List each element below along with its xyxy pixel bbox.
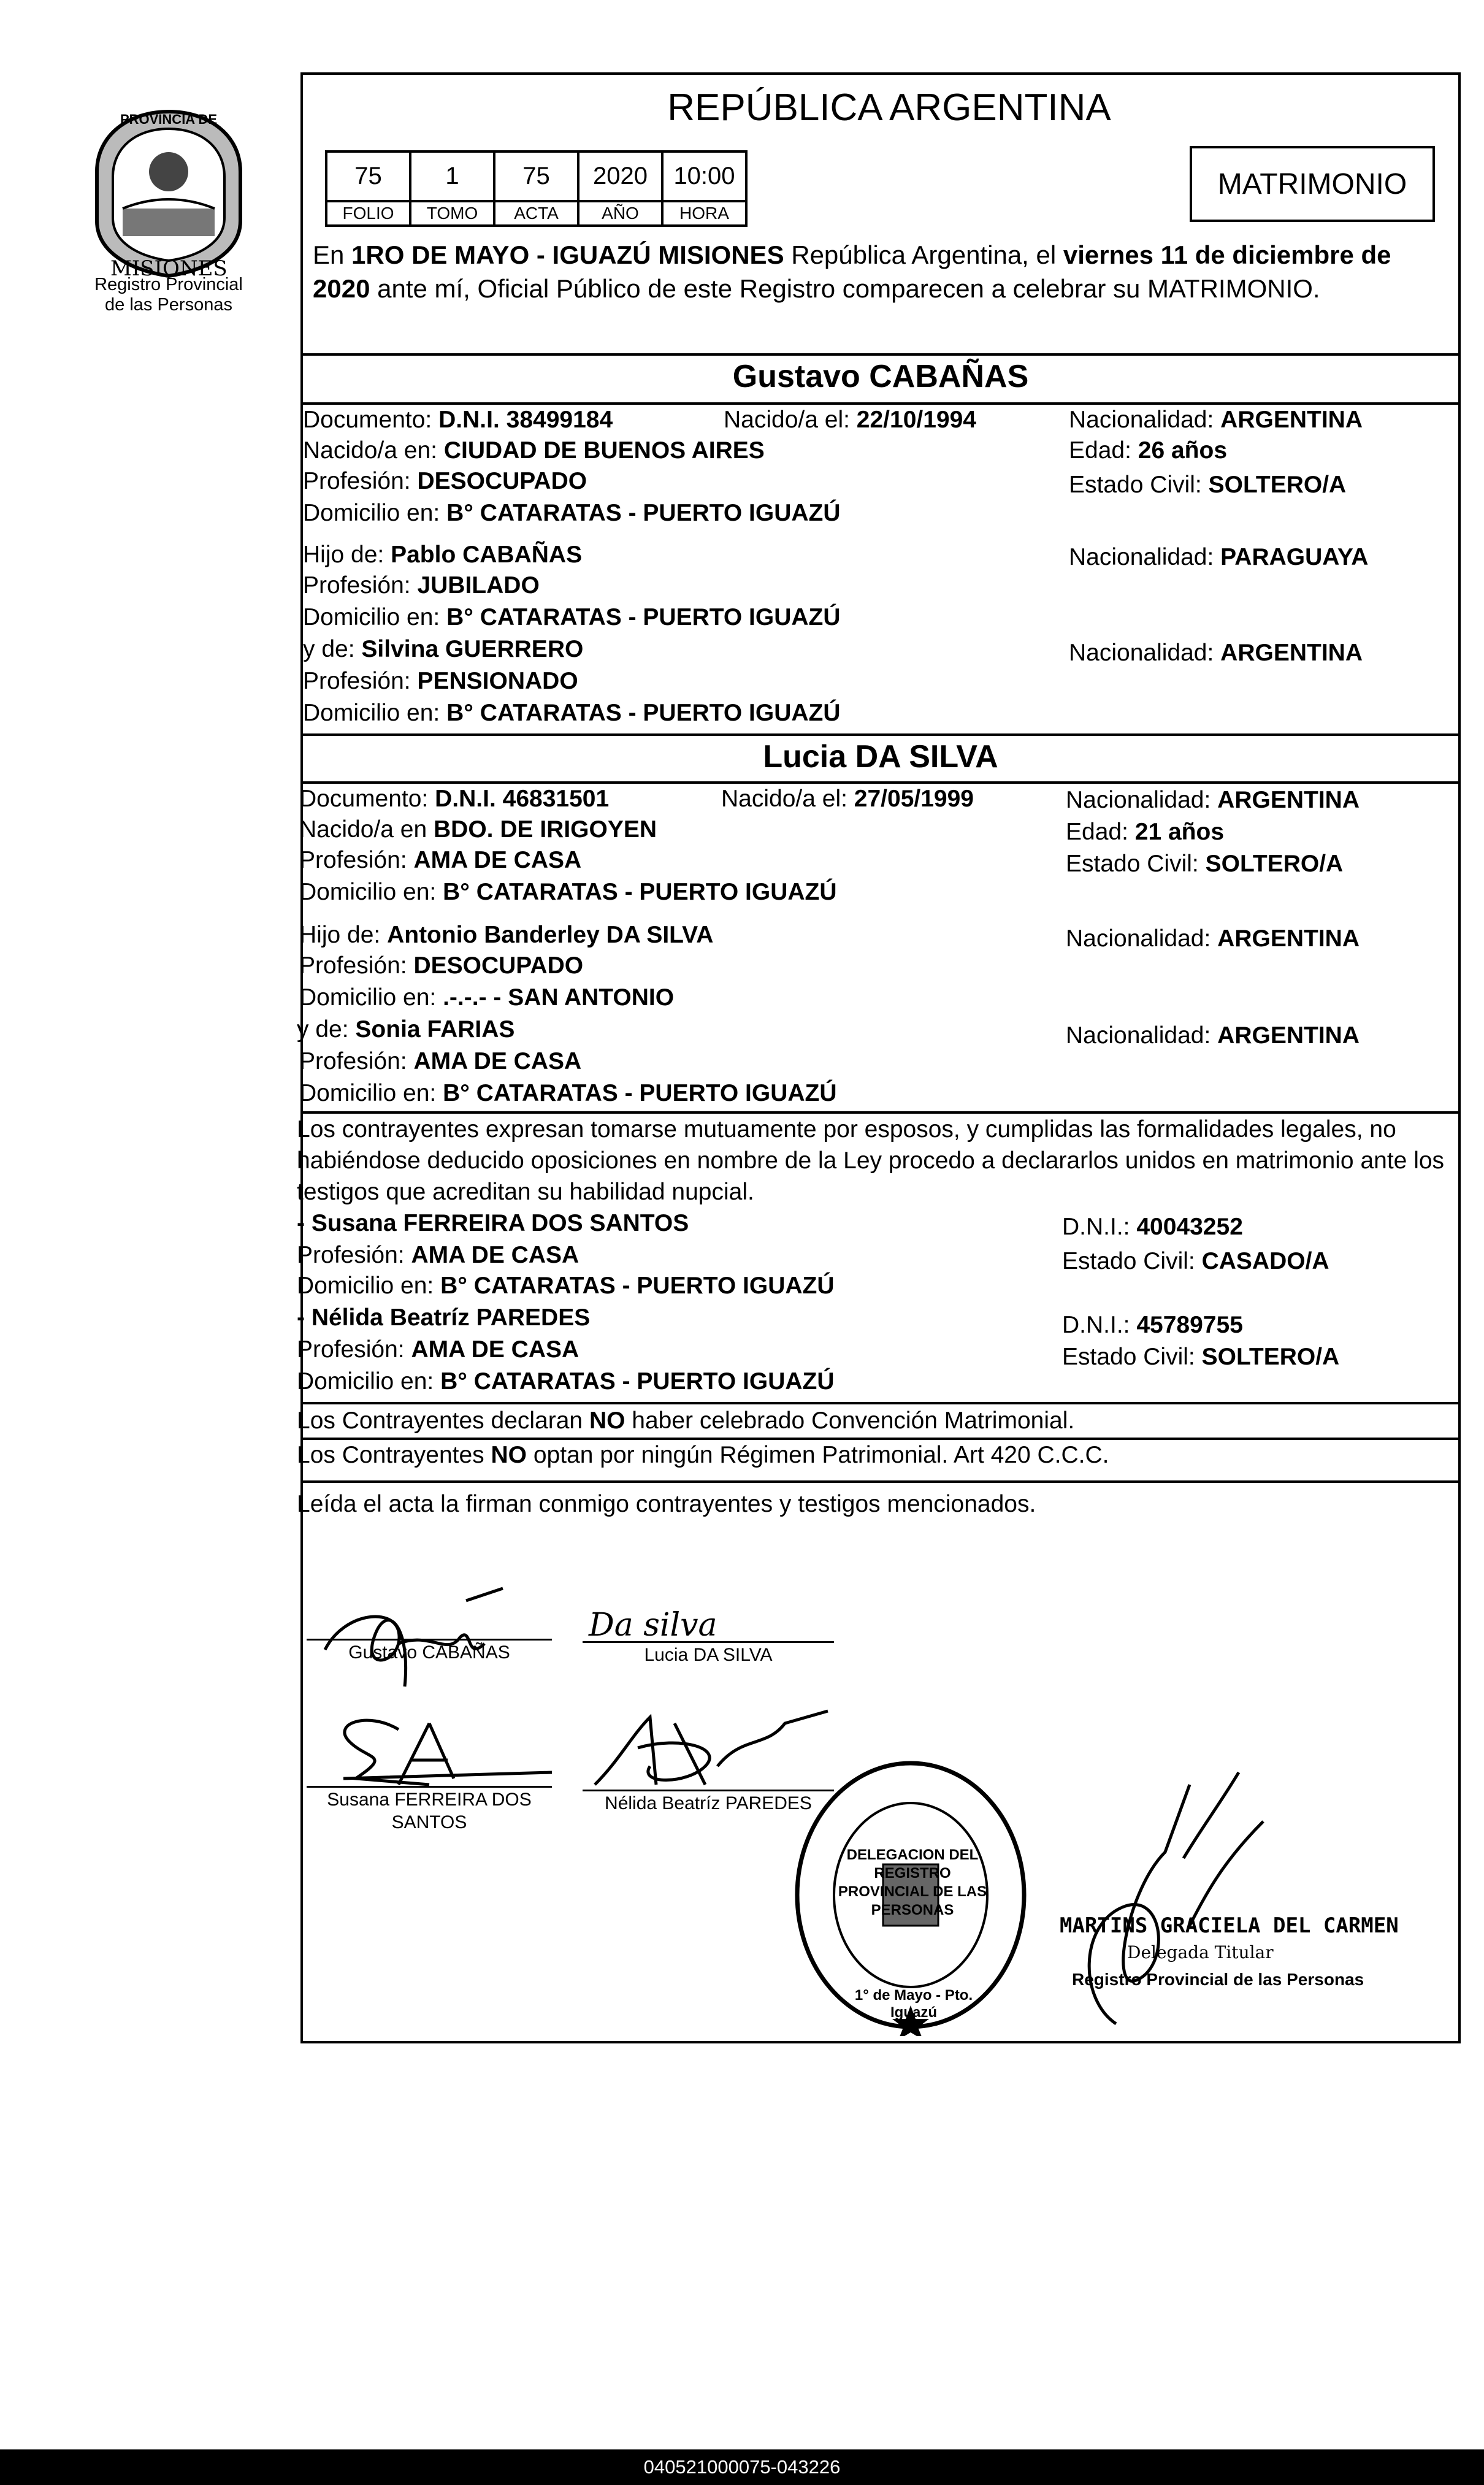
intro-year: 2020 — [313, 274, 370, 303]
bride-name: Lucia DA SILVA — [763, 739, 998, 775]
official-name: MARTINS GRACIELA DEL CARMEN — [1060, 1913, 1399, 1938]
bride-birth-date: Nacido/a el: 27/05/1999 — [721, 786, 974, 812]
groom-name: Gustavo CABAÑAS — [732, 359, 1029, 394]
tomo-label: TOMO — [410, 201, 494, 226]
bride-age: Edad: 21 años — [1066, 819, 1225, 845]
year-value: 2020 — [578, 151, 662, 201]
logo-caption-line2: de las Personas — [105, 295, 232, 315]
bride-mother-address: Domicilio en: B° CATARATAS - PUERTO IGUAZÚ — [299, 1080, 837, 1106]
groom-profession: Profesión: DESOCUPADO — [303, 468, 587, 494]
witness1-name: - Susana FERREIRA DOS SANTOS — [297, 1210, 689, 1236]
divider — [300, 353, 1461, 356]
divider — [300, 1438, 1461, 1440]
bride-civil-status: Estado Civil: SOLTERO/A — [1066, 851, 1344, 877]
groom-mother-address: Domicilio en: B° CATARATAS - PUERTO IGUAZÚ — [303, 700, 841, 726]
bride-document: Documento: D.N.I. 46831501 — [299, 786, 610, 812]
groom-mother-profession: Profesión: PENSIONADO — [303, 668, 578, 694]
witness1-dni: D.N.I.: 40043252 — [1062, 1214, 1243, 1240]
seal-text: DELEGACION DEL REGISTRO PROVINCIAL DE LAS PERSONAS — [838, 1847, 987, 1918]
groom-signature-label: Gustavo CABAÑAS — [348, 1642, 510, 1663]
groom-birth-date: Nacido/a el: 22/10/1994 — [724, 407, 976, 433]
witness1-signature-label: Susana FERREIRA DOS SANTOS — [327, 1790, 532, 1832]
divider — [300, 1480, 1461, 1483]
groom-nationality: Nacionalidad: ARGENTINA — [1069, 407, 1363, 433]
bride-mother-profession: Profesión: AMA DE CASA — [299, 1048, 582, 1074]
registry-table — [325, 150, 748, 227]
folio-label: FOLIO — [326, 201, 410, 226]
document-footer-code: 040521000075-043226 — [0, 2449, 1484, 2485]
intro-date: viernes 11 de diciembre de — [1063, 240, 1391, 269]
groom-civil-status: Estado Civil: SOLTERO/A — [1069, 472, 1347, 498]
groom-document: Documento: D.N.I. 38499184 — [303, 407, 613, 433]
convention-statement: Los Contrayentes declaran NO haber celebrado Convención Matrimonial. — [297, 1407, 1075, 1434]
logo-caption-line1: Registro Provincial — [94, 275, 243, 294]
groom-age: Edad: 26 años — [1069, 437, 1228, 464]
bride-mother-name: y de: Sonia FARIAS — [297, 1016, 515, 1043]
intro-place: 1RO DE MAYO - IGUAZÚ MISIONES — [351, 240, 784, 269]
logo-badge-top: PROVINCIA DE — [120, 112, 218, 127]
bride-signature: Da silva — [589, 1607, 717, 1644]
logo-caption — [67, 275, 270, 315]
groom-mother-name: y de: Silvina GUERRERO — [303, 636, 584, 662]
groom-father-nationality: Nacionalidad: PARAGUAYA — [1069, 544, 1369, 570]
bride-signature-label: Lucia DA SILVA — [644, 1645, 773, 1665]
regime-statement: Los Contrayentes NO optan por ningún Régimen Patrimonial. Art 420 C.C.C. — [297, 1442, 1109, 1468]
witness1-address: Domicilio en: B° CATARATAS - PUERTO IGUAZÚ — [297, 1273, 835, 1299]
witness2-address: Domicilio en: B° CATARATAS - PUERTO IGUAZÚ — [297, 1368, 835, 1395]
divider — [300, 781, 1461, 784]
bride-birthplace: Nacido/a en BDO. DE IRIGOYEN — [299, 816, 657, 843]
witness1-profession: Profesión: AMA DE CASA — [297, 1242, 579, 1268]
acta-label: ACTA — [494, 201, 578, 226]
official-stamp — [1060, 1912, 1403, 1993]
witness1-civil-status: Estado Civil: CASADO/A — [1062, 1248, 1329, 1274]
folio-value: 75 — [326, 151, 410, 201]
divider — [300, 402, 1461, 405]
bride-profession: Profesión: AMA DE CASA — [299, 847, 582, 873]
witness1-signature-line — [307, 1786, 552, 1788]
witness1-signature — [307, 1705, 564, 1797]
bride-father-address: Domicilio en: .-.-.- - SAN ANTONIO — [299, 984, 675, 1011]
logo-badge-bottom: MISIONES — [110, 256, 228, 281]
groom-signature — [307, 1576, 564, 1699]
bride-signature-line — [583, 1641, 834, 1643]
groom-birthplace: Nacido/a en: CIUDAD DE BUENOS AIRES — [303, 437, 765, 464]
witness2-profession: Profesión: AMA DE CASA — [297, 1336, 579, 1363]
witness2-name: - Nélida Beatríz PAREDES — [297, 1304, 591, 1331]
divider — [300, 1402, 1461, 1404]
bride-nationality: Nacionalidad: ARGENTINA — [1066, 787, 1360, 813]
groom-address: Domicilio en: B° CATARATAS - PUERTO IGUAZÚ — [303, 500, 841, 526]
declaration-paragraph: Los contrayentes expresan tomarse mutuamente por esposos, y cumplidas las formalidades legales, no habiéndose deducido oposiciones en nombre de la Ley procedo a declararlos unidos en matrimonio ante los testigos que acreditan su habilidad nupcial. — [297, 1116, 1445, 1205]
bride-mother-nationality: Nacionalidad: ARGENTINA — [1066, 1022, 1360, 1049]
reading-statement: Leída el acta la firman conmigo contrayentes y testigos mencionados. — [297, 1491, 1036, 1517]
groom-father-profession: Profesión: JUBILADO — [303, 572, 540, 599]
intro-paragraph: En 1RO DE MAYO - IGUAZÚ MISIONES República Argentina, el viernes 11 de diciembre de 2020 ante mí, Oficial Público de este Registro comparecen a celebrar su MATRIMONIO. — [313, 240, 1391, 303]
groom-father-name: Hijo de: Pablo CABAÑAS — [303, 542, 583, 568]
acta-value: 75 — [494, 151, 578, 201]
document-type-box: MATRIMONIO — [1190, 146, 1435, 222]
hour-label: HORA — [662, 201, 746, 226]
hour-value: 10:00 — [662, 151, 746, 201]
witness2-civil-status: Estado Civil: SOLTERO/A — [1062, 1344, 1340, 1370]
tomo-value: 1 — [410, 151, 494, 201]
registry-logo — [80, 104, 258, 282]
bride-father-name: Hijo de: Antonio Banderley DA SILVA — [299, 922, 714, 948]
official-signature — [1042, 1766, 1300, 2036]
witness2-signature-label: Nélida Beatríz PAREDES — [605, 1793, 812, 1813]
official-office: Registro Provincial de las Personas — [1072, 1970, 1364, 1989]
groom-mother-nationality: Nacionalidad: ARGENTINA — [1069, 640, 1363, 666]
groom-signature-line — [307, 1639, 552, 1641]
bride-father-nationality: Nacionalidad: ARGENTINA — [1066, 925, 1360, 952]
year-label: AÑO — [578, 201, 662, 226]
bride-father-profession: Profesión: DESOCUPADO — [299, 952, 584, 979]
official-title: Delegada Titular — [1127, 1942, 1274, 1962]
divider — [300, 733, 1461, 736]
groom-father-address: Domicilio en: B° CATARATAS - PUERTO IGUAZÚ — [303, 604, 841, 630]
page-title: REPÚBLICA ARGENTINA — [667, 86, 1111, 129]
witness2-dni: D.N.I.: 45789755 — [1062, 1312, 1243, 1338]
seal-place: 1° de Mayo - Pto. Iguazú — [854, 1987, 973, 2021]
bride-address: Domicilio en: B° CATARATAS - PUERTO IGUAZÚ — [299, 879, 837, 905]
